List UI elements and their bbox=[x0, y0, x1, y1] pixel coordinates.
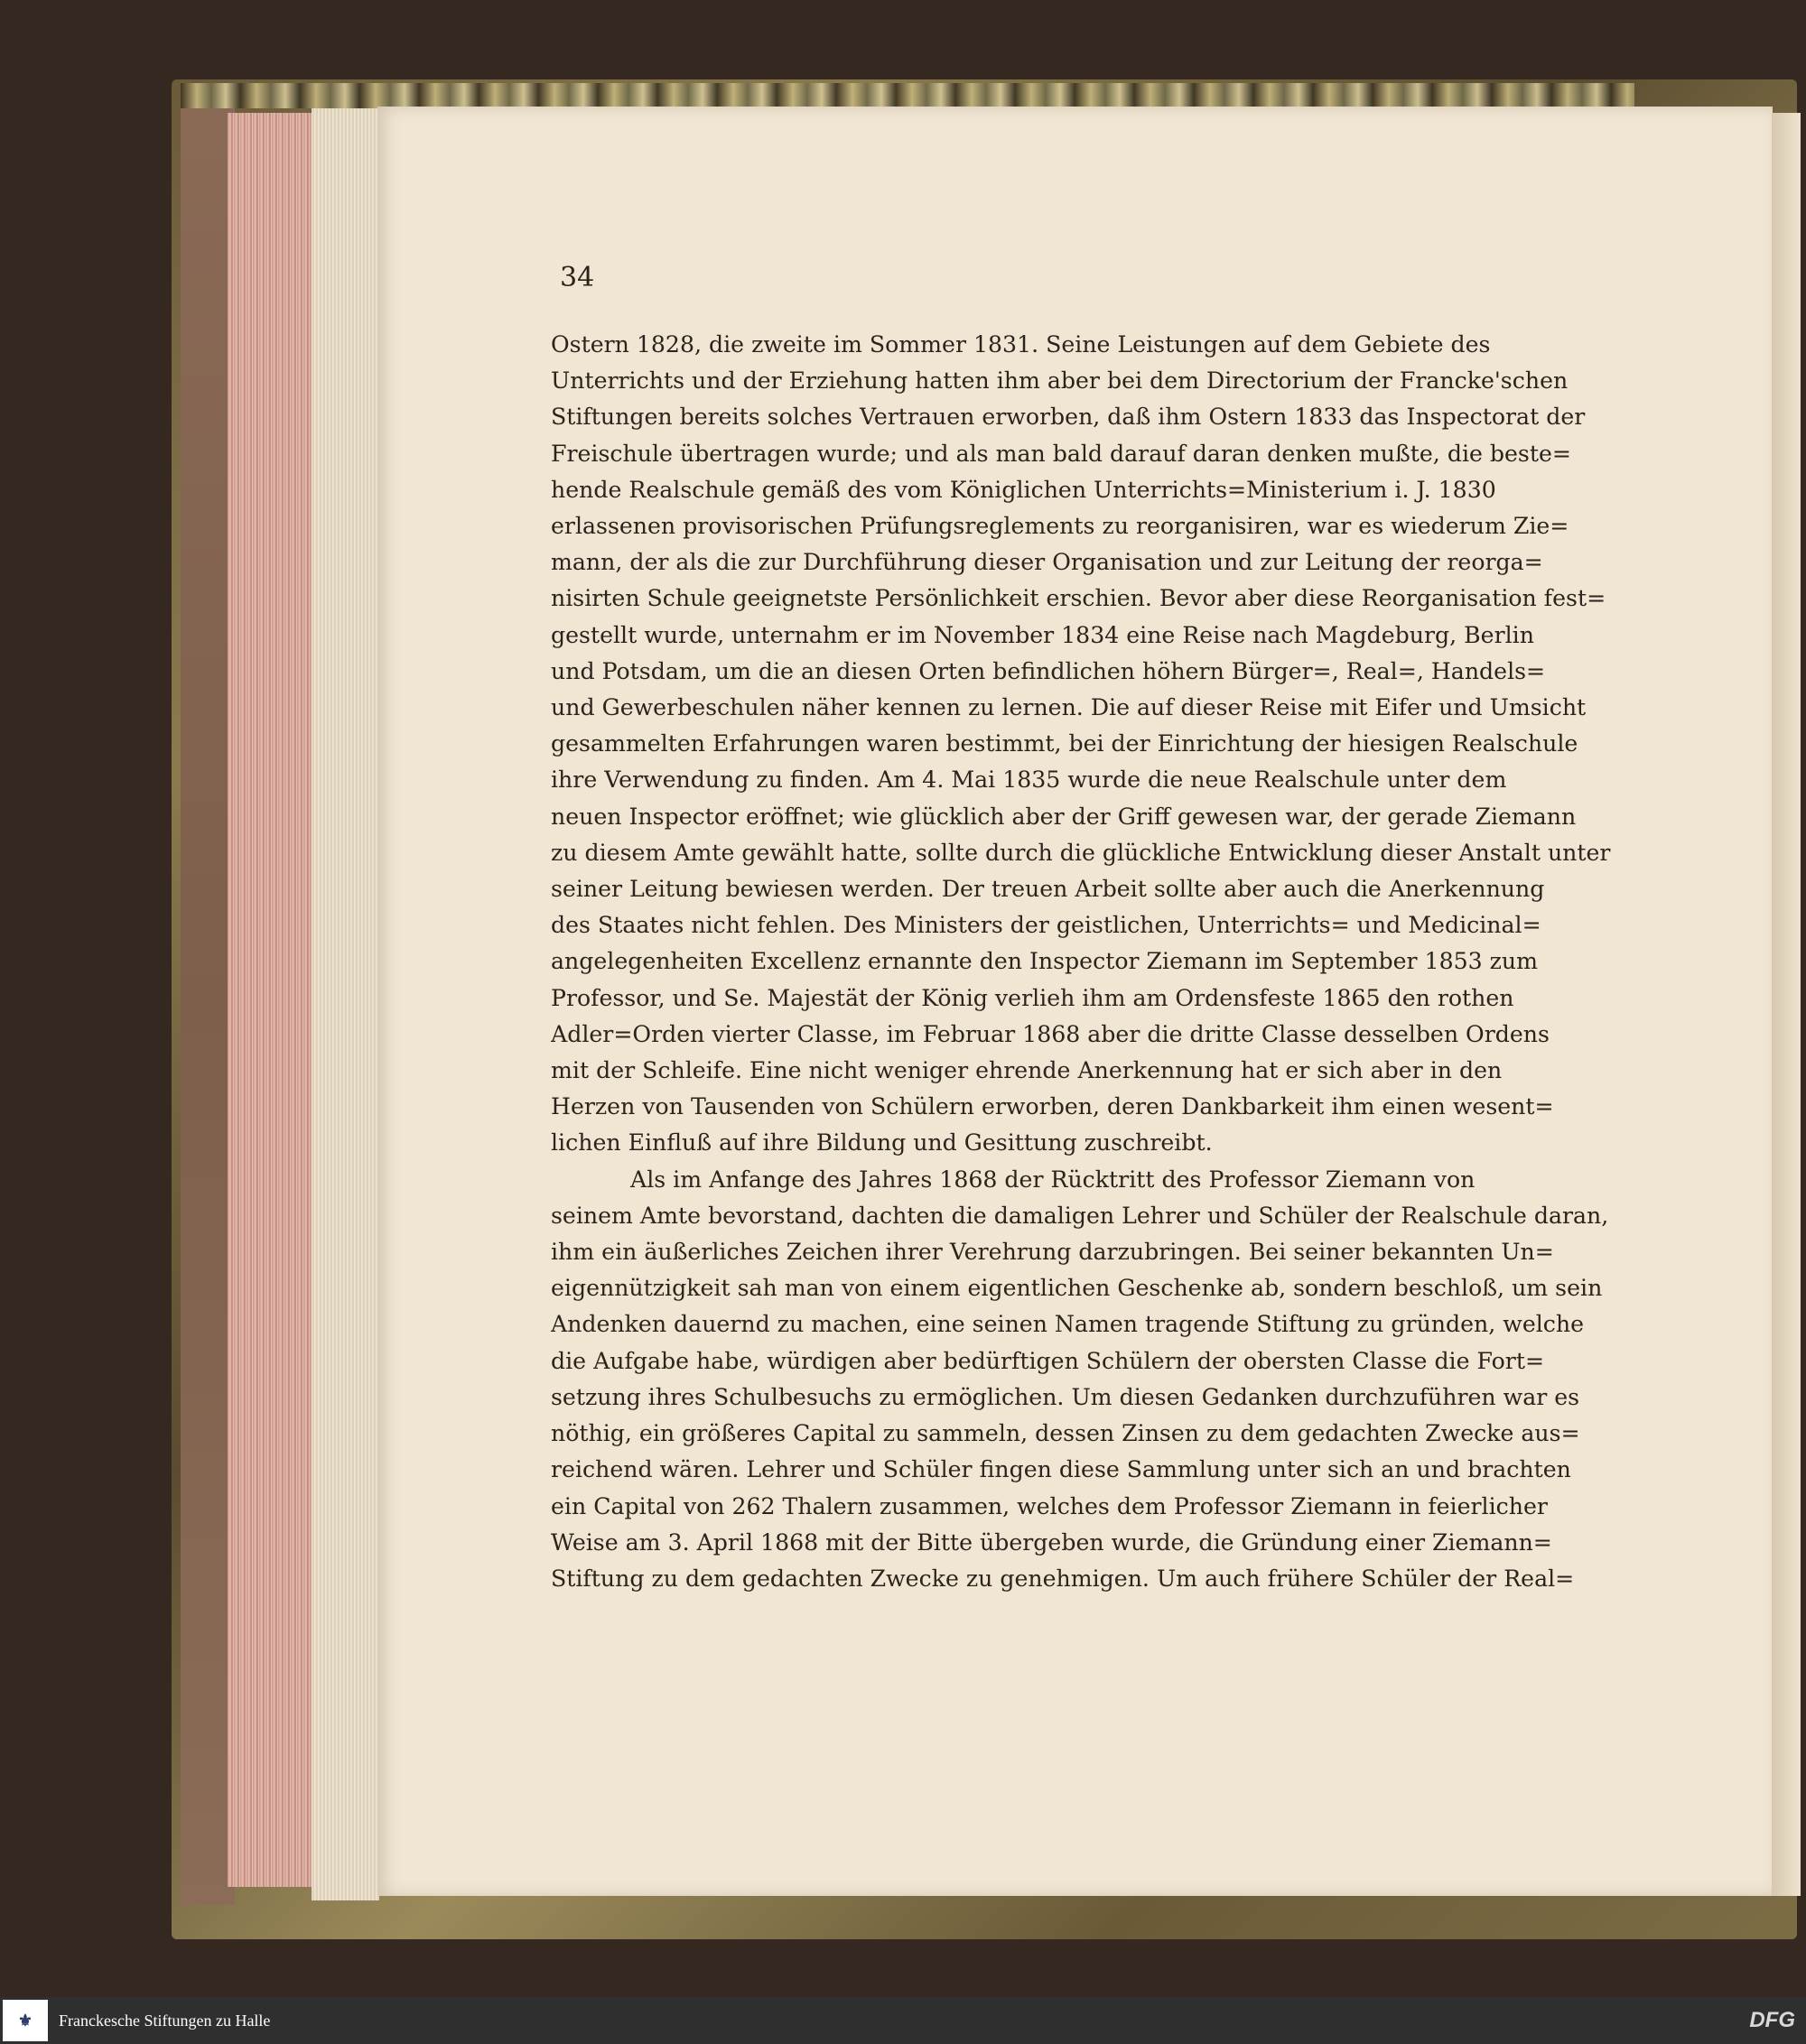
francke-logo[interactable]: ⚜ bbox=[3, 2000, 48, 2041]
text-line: ein Capital von 262 Thalern zusammen, welches dem Professor Ziemann in feierlicher bbox=[551, 1492, 1548, 1519]
marbled-edge bbox=[181, 83, 1634, 108]
text-line: hende Realschule gemäß des vom Königlichen Unterrichts=Ministerium i. J. 1830 bbox=[551, 476, 1496, 503]
text-line: und Gewerbeschulen näher kennen zu lernen. Die auf dieser Reise mit Eifer und Umsicht bbox=[551, 694, 1587, 721]
text-line: Unterrichts und der Erziehung hatten ihm aber bei dem Directorium der Francke'schen bbox=[551, 367, 1569, 395]
text-line: Professor, und Se. Majestät der König verlieh ihm am Ordensfeste 1865 den rothen bbox=[551, 984, 1514, 1011]
text-line: zu diesem Amte gewählt hatte, sollte durch die glückliche Entwicklung dieser Anstalt unter bbox=[551, 839, 1611, 866]
text-line: setzung ihres Schulbesuchs zu ermöglichen. Um diesen Gedanken durchzuführen war es bbox=[551, 1383, 1580, 1410]
viewer-footer bbox=[0, 1997, 1806, 2044]
page-number: 34 bbox=[560, 262, 595, 293]
text-line: mann, der als die zur Durchführung dieser Organisation und zur Leitung der reorga= bbox=[551, 549, 1543, 576]
text-line: des Staates nicht fehlen. Des Ministers der geistlichen, Unterrichts= und Medicinal= bbox=[551, 912, 1541, 939]
text-line: Stiftung zu dem gedachten Zwecke zu genehmigen. Um auch frühere Schüler der Real= bbox=[551, 1565, 1575, 1592]
next-page-edge bbox=[1772, 113, 1801, 1896]
page-edges bbox=[312, 108, 379, 1900]
text-line: nisirten Schule geeignetste Persönlichkeit erschien. Bevor aber diese Reorganisation fest= bbox=[551, 585, 1606, 612]
text-line: gesammelten Erfahrungen waren bestimmt, bei der Einrichtung der hiesigen Realschule bbox=[551, 730, 1578, 757]
paragraph-start-line: Als im Anfange des Jahres 1868 der Rücktritt des Professor Ziemann von bbox=[630, 1166, 1476, 1193]
text-line: gestellt wurde, unternahm er im November 1834 eine Reise nach Magdeburg, Berlin bbox=[551, 621, 1534, 648]
text-line: ihm ein äußerliches Zeichen ihrer Verehrung darzubringen. Bei seiner bekannten Un= bbox=[551, 1239, 1554, 1266]
text-line: ihre Verwendung zu finden. Am 4. Mai 1835 wurde die neue Realschule unter dem bbox=[551, 766, 1507, 794]
text-line: Ostern 1828, die zweite im Sommer 1831. Seine Leistungen auf dem Gebiete des bbox=[551, 331, 1491, 358]
text-line: seinem Amte bevorstand, dachten die damaligen Lehrer und Schüler der Realschule daran, bbox=[551, 1202, 1609, 1229]
text-line: eigennützigkeit sah man von einem eigentlichen Geschenke ab, sondern beschloß, um sein bbox=[551, 1275, 1603, 1302]
text-line: und Potsdam, um die an diesen Orten befindlichen höhern Bürger=, Real=, Handels= bbox=[551, 657, 1546, 684]
text-line: Weise am 3. April 1868 mit der Bitte übergeben wurde, die Gründung einer Ziemann= bbox=[551, 1528, 1552, 1556]
text-line: Freischule übertragen wurde; und als man bald darauf daran denken mußte, die beste= bbox=[551, 440, 1571, 467]
text-line: nöthig, ein größeres Capital zu sammeln, dessen Zinsen zu dem gedachten Zwecke aus= bbox=[551, 1420, 1580, 1447]
text-line: mit der Schleife. Eine nicht weniger ehrende Anerkennung hat er sich aber in den bbox=[551, 1057, 1503, 1084]
text-line: Andenken dauernd zu machen, eine seinen Namen tragende Stiftung zu gründen, welche bbox=[551, 1311, 1585, 1338]
text-line: neuen Inspector eröffnet; wie glücklich aber der Griff gewesen war, der gerade Ziemann bbox=[551, 803, 1577, 830]
dfg-logo[interactable]: DFG bbox=[1749, 2008, 1795, 2032]
text-line: Herzen von Tausenden von Schülern erworben, deren Dankbarkeit ihm einen wesent= bbox=[551, 1093, 1554, 1120]
text-line: die Aufgabe habe, würdigen aber bedürftigen Schülern der obersten Classe die Fort= bbox=[551, 1347, 1545, 1374]
text-line: angelegenheiten Excellenz ernannte den Inspector Ziemann im September 1853 zum bbox=[551, 948, 1539, 975]
text-line: seiner Leitung bewiesen werden. Der treuen Arbeit sollte aber auch die Anerkennung bbox=[551, 876, 1545, 903]
text-line: lichen Einfluß auf ihre Bildung und Gesittung zuschreibt. bbox=[551, 1129, 1213, 1157]
text-line: Adler=Orden vierter Classe, im Februar 1868 aber die dritte Classe desselben Ordens bbox=[551, 1020, 1550, 1047]
institution-link[interactable]: Franckesche Stiftungen zu Halle bbox=[59, 2011, 271, 2030]
text-line: Stiftungen bereits solches Vertrauen erworben, daß ihm Ostern 1833 das Inspectorat der bbox=[551, 404, 1586, 431]
text-line: reichend wären. Lehrer und Schüler fingen diese Sammlung unter sich an und brachten bbox=[551, 1456, 1571, 1483]
page-text bbox=[551, 327, 1634, 1597]
text-line: erlassenen provisorischen Prüfungsreglements zu reorganisiren, war es wiederum Zie= bbox=[551, 513, 1569, 540]
book-spine bbox=[181, 108, 235, 1905]
